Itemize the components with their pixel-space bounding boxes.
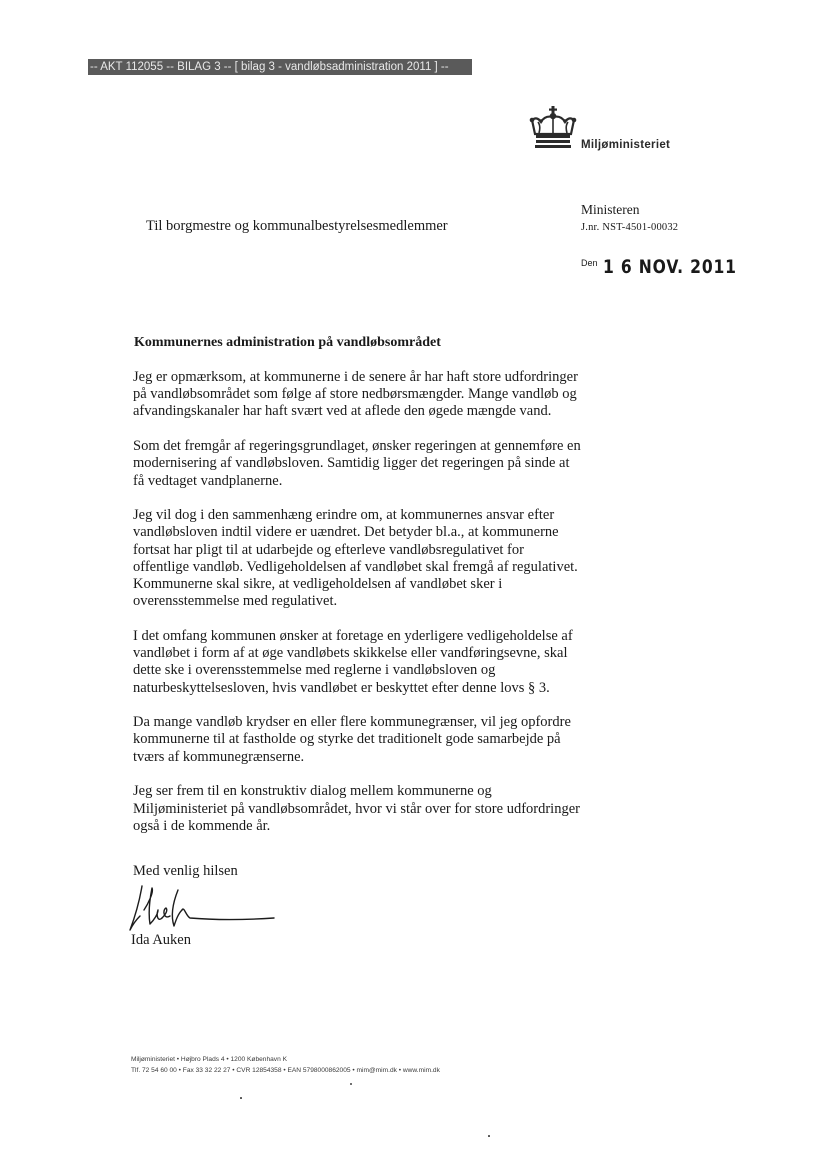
body-line: I det omfang kommunen ønsker at foretage en yderligere vedligeholdelse af — [133, 627, 573, 644]
footer-contact: Tlf. 72 54 60 00 • Fax 33 32 22 27 • CVR 12854358 • EAN 5798000862005 • mim@mim.dk • www.mim.dk — [131, 1067, 440, 1074]
scan-speck — [488, 1135, 490, 1137]
crown-logo-icon — [528, 106, 578, 154]
letter-subject: Kommunernes administration på vandløbsområdet — [134, 335, 441, 350]
body-paragraph — [133, 714, 603, 766]
body-line: Kommunerne skal sikre, at vedligeholdelsen af vandløbet sker i — [133, 576, 503, 593]
body-line: fortsat har pligt til at udarbejde og efterleve vandløbsregulativet for — [133, 541, 524, 558]
body-line: Jeg er opmærksom, at kommunerne i de senere år har haft store udfordringer — [133, 369, 578, 385]
body-line: modernisering af vandløbsloven. Samtidig ligger det regeringen på sinde at — [133, 455, 570, 472]
closing-phrase: Med venlig hilsen — [133, 863, 238, 879]
sender-title: Ministeren — [581, 202, 640, 217]
recipient-line: Til borgmestre og kommunalbestyrelsesmedlemmer — [146, 218, 448, 234]
body-paragraph — [133, 438, 603, 490]
date-block — [581, 256, 766, 278]
body-line: Jeg ser frem til en konstruktiv dialog mellem kommunerne og — [133, 783, 492, 800]
body-line: vandløbsloven indtil videre er uændret. Det betyder bl.a., at kommunerne — [133, 524, 559, 541]
date-stamp: 1 6 NOV. 2011 — [602, 256, 737, 278]
body-line: Som det fremgår af regeringsgrundlaget, ønsker regeringen at gennemføre en — [133, 438, 581, 455]
journal-number: J.nr. NST-4501-00032 — [581, 222, 679, 233]
letter-footer — [131, 1054, 440, 1076]
signatory-name: Ida Auken — [131, 932, 191, 948]
body-paragraph — [133, 628, 603, 697]
body-line: kommunerne til at fastholde og styrke det traditionelt gode samarbejde på — [133, 731, 561, 748]
body-line: afvandingskanaler har haft svært ved at aflede den øgede mængde vand. — [133, 403, 552, 420]
body-line: dette ske i overensstemmelse med reglerne i vandløbsloven og — [133, 662, 496, 679]
scan-speck — [240, 1097, 242, 1099]
handwritten-signature — [124, 880, 284, 940]
body-line: tværs af kommunegrænserne. — [133, 748, 305, 765]
body-line: vandløbet i form af at øge vandløbets skikkelse eller vandføringsevne, skal — [133, 645, 568, 662]
date-label: Den — [581, 258, 598, 268]
body-line: naturbeskyttelsesloven, hvis vandløbet er beskyttet efter denne lovs § 3. — [133, 679, 550, 696]
body-paragraph — [133, 507, 603, 610]
body-line: overensstemmelse med regulativet. — [133, 593, 338, 610]
body-paragraph — [133, 783, 603, 835]
body-line: Da mange vandløb krydser en eller flere kommunegrænser, vil jeg opfordre — [133, 714, 571, 731]
body-line: også i de kommende år. — [133, 817, 271, 834]
scan-speck — [350, 1083, 352, 1085]
body-line: Jeg vil dog i den sammenhæng erindre om, at kommunernes ansvar efter — [133, 507, 555, 524]
ministry-name: Miljøministeriet — [581, 139, 671, 151]
archive-stamp: -- AKT 112055 -- BILAG 3 -- [ bilag 3 - vandløbsadministration 2011 ] -- — [88, 59, 472, 75]
body-line: få vedtaget vandplanerne. — [133, 472, 283, 489]
body-line: offentlige vandløb. Vedligeholdelsen af vandløbet skal fremgå af regulativet. — [133, 558, 578, 575]
body-line: på vandløbsområdet som følge af store nedbørsmængder. Mange vandløb og — [133, 386, 577, 403]
footer-address: Miljøministeriet • Højbro Plads 4 • 1200 København K — [131, 1056, 287, 1063]
body-line: Miljøministeriet på vandløbsområdet, hvor vi står over for store udfordringer — [133, 800, 580, 817]
body-paragraph — [133, 369, 603, 421]
letter-body — [133, 369, 603, 852]
